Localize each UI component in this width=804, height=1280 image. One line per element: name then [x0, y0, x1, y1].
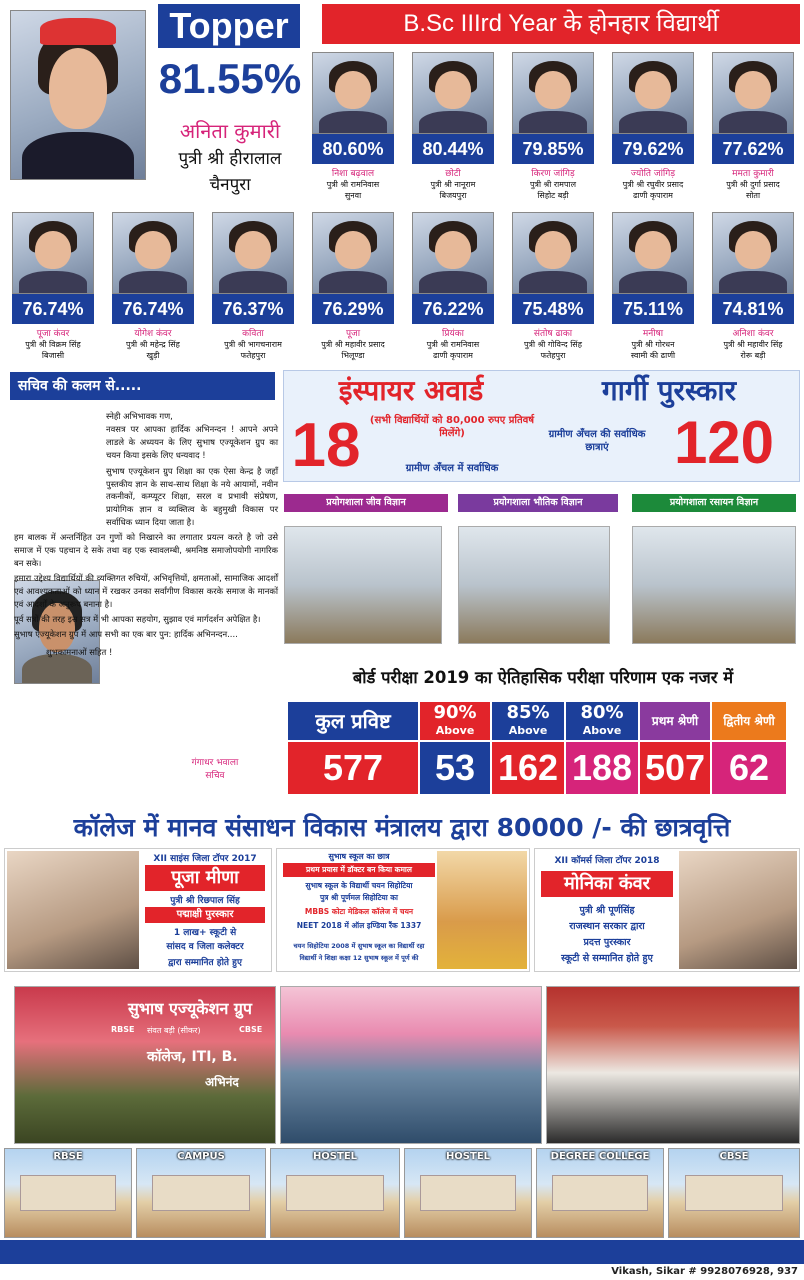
building-photo-degree-college	[536, 1148, 664, 1238]
building-label: HOSTEL	[312, 1151, 358, 1162]
building-photo-hostel	[270, 1148, 400, 1238]
student-card	[212, 212, 294, 361]
neet-line-7: चयन सिहोटिया 2008 में सुभाष स्कूल का विद्यार्थी रहा	[293, 942, 425, 950]
student-parent: पुत्री श्री रामनिवास	[426, 340, 480, 349]
student-name: पूजा	[345, 329, 361, 339]
topper-panel-commerce	[534, 848, 800, 972]
secretary-para: हम बालक में अन्तर्निहित उन गुणों को निखारने का लगातार प्रयत्न करते है जो उसे समाज में एक पहचान दे सके तथा वह एक स्वावलम्बी, श्रमनिष्ठ समाजोपयोगी नागरिक बन सके।	[14, 532, 278, 568]
result-label: 80%	[580, 702, 624, 723]
student-name: किरण जांगिड़	[531, 169, 575, 179]
secretary-para: हमारा उद्देश्य विद्यार्थियों की व्यक्तिगत रुचियों, अभिवृत्तियों, क्षमताओं, सामाजिक आदर्शों एवं आवश्यकताओं को ध्यान में रखकर उनका सर्वांगीण विकास करके समाज के मानकों एवं आदर्शों के अनुरूप बनाना है।	[14, 572, 278, 609]
student-percent: 76.22%	[412, 294, 494, 324]
result-label: 85%	[506, 702, 550, 723]
commerce-topper-award: प्रदत्त पुरस्कार	[583, 937, 631, 948]
award-ceremony-photo	[7, 851, 139, 969]
credit-line: Vikash, Sikar # 9928076928, 937	[611, 1266, 798, 1277]
student-place: सुनवा	[344, 191, 362, 200]
student-card	[512, 212, 594, 361]
student-parent: पुत्री श्री रामपाल	[529, 180, 577, 189]
neet-line-4: पुत्र श्री पूर्णमल सिहोटिया का	[319, 893, 398, 902]
student-name: छोटी	[445, 169, 461, 179]
student-percent: 75.11%	[612, 294, 694, 324]
building-photo-cbse	[668, 1148, 800, 1238]
student-card	[612, 52, 694, 201]
neet-line-2: प्रथम प्रयास में डॉक्टर बन किया कमाल	[283, 863, 435, 877]
result-sub: Above	[582, 724, 622, 737]
graduation-group-photo	[546, 986, 800, 1144]
student-photo	[612, 52, 694, 134]
science-topper-by: सांसद व जिला कलेक्टर	[166, 942, 244, 952]
student-photo	[212, 212, 294, 294]
building-photo-rbse	[4, 1148, 132, 1238]
event-banner-text: सुभाष एज्यूकेशन ग्रुप	[127, 999, 253, 1018]
student-percent: 76.29%	[312, 294, 394, 324]
event-welcome-text: अभिनंद	[205, 1075, 239, 1089]
result-header-second-div	[712, 702, 786, 740]
student-place: स्वामी की ढाणी	[630, 351, 676, 360]
student-card	[412, 212, 494, 361]
student-card	[312, 52, 394, 201]
student-place: रोरू बड़ी	[740, 351, 766, 360]
student-percent: 76.74%	[112, 294, 194, 324]
result-value-second-div: 62	[712, 742, 786, 794]
secretary-name: गंगाधर भवाला	[191, 758, 239, 768]
secretary-title: सचिव की कलम से.....	[10, 372, 275, 400]
header-title: B.Sc IIIrd Year के होनहार विद्यार्थी	[322, 4, 800, 44]
student-name: संतोष ढाका	[533, 329, 573, 339]
student-parent: पुत्री श्री गोरधन	[631, 340, 675, 349]
secretary-signature	[160, 757, 270, 783]
science-topper-title: XII साइंस जिला टॉपर 2017	[153, 854, 257, 864]
student-place: फतेहपुरा	[540, 351, 566, 360]
student-photo	[112, 212, 194, 294]
student-name: पूजा कंवर	[36, 329, 70, 339]
secretary-para: सुभाष एज्यूकेशन ग्रुप शिक्षा का एक ऐसा केन्द्र है जहाँ पुस्तकीय ज्ञान के साथ-साथ शिक्षा के नये आयामों, नवीन तकनीकों, कम्प्यूटर शिक्षा, सरल व प्रभावी संप्रेषण, प्रायोगिक ज्ञान व व्यक्तित्व के बहुमुखी विकास पर सर्वाधिक ध्यान दिया जाता है।	[106, 465, 278, 528]
commerce-topper-name: मोनिका कंवर	[541, 871, 673, 897]
commerce-topper-title: XII कॉमर्स जिला टॉपर 2018	[554, 856, 660, 866]
student-percent: 76.37%	[212, 294, 294, 324]
neet-student-photo	[437, 851, 527, 969]
student-photo	[512, 212, 594, 294]
building-photo-hostel-2	[404, 1148, 532, 1238]
gargi-award-count: 120	[673, 409, 775, 476]
student-place: सिहोट बड़ी	[537, 191, 569, 200]
science-topper-parent: पुत्री श्री रिछपाल सिंह	[170, 896, 240, 906]
neet-line-5: MBBS कोटा मेडिकल कॉलेज में चयन	[304, 907, 414, 916]
building-photo-campus	[136, 1148, 266, 1238]
result-value-85: 162	[492, 742, 564, 794]
student-photo	[412, 52, 494, 134]
topper-badge: Topper	[158, 4, 300, 48]
student-place: ढाणी कृपाराम	[433, 351, 473, 360]
building-label: CBSE	[719, 1151, 749, 1162]
topper-panel-neet	[276, 848, 530, 972]
student-place: भिलूण्डा	[341, 351, 365, 360]
building-label: DEGREE COLLEGE	[550, 1151, 650, 1162]
student-place: सोता	[745, 191, 761, 200]
secretary-role: सचिव	[205, 771, 225, 781]
student-percent: 79.62%	[612, 134, 694, 164]
event-sub-text: संवत बड़ी (सीकर)	[147, 1026, 201, 1035]
inspire-award-desc: (सभी विद्यार्थियों को 80,000 रुपए प्रतिवर्ष मिलेंगे)	[369, 415, 535, 439]
student-photo	[512, 52, 594, 134]
result-header-80	[566, 702, 638, 740]
student-card	[712, 212, 794, 361]
topper-percent: 81.55%	[158, 55, 302, 102]
student-name: मनीषा	[642, 329, 664, 339]
secretary-para: पूर्व सत्रों की तरह इस सत्र में भी आपका सहयोग, सुझाव एवं मार्गदर्शन अपेक्षित है।	[14, 613, 261, 624]
student-place: बिजासी	[41, 351, 65, 360]
topper-parent: पुत्री श्री हीरालाल	[178, 149, 282, 169]
lab-photo-chemistry	[632, 526, 796, 644]
building-label: HOSTEL	[445, 1151, 491, 1162]
student-parent: पुत्री श्री महावीर सिंह	[723, 340, 783, 349]
student-parent: पुत्री श्री रघुवीर प्रसाद	[622, 180, 684, 189]
ncc-parade-photo	[14, 986, 276, 1144]
science-topper-ending: द्वारा सम्मानित होते हुए	[168, 958, 242, 968]
neet-line-3: सुभाष स्कूल के विद्यार्थी चयन सिहोटिया	[305, 881, 413, 890]
student-percent: 80.60%	[312, 134, 394, 164]
secretary-message	[14, 410, 278, 659]
event-rbse-text: RBSE	[111, 1025, 135, 1034]
result-sub: Above	[435, 724, 475, 737]
building-label: CAMPUS	[177, 1151, 225, 1162]
science-topper-name: पूजा मीणा	[145, 865, 265, 891]
student-percent: 74.81%	[712, 294, 794, 324]
student-place: ढाणी कृपाराम	[633, 191, 673, 200]
student-card	[412, 52, 494, 201]
result-label: प्रथम श्रेणी	[651, 714, 699, 728]
footer-band	[0, 1240, 804, 1264]
lab-photo-biology	[284, 526, 442, 644]
student-card	[612, 212, 694, 361]
student-parent: पुत्री श्री रामनिवास	[326, 180, 380, 189]
student-name: कविता	[242, 329, 264, 339]
secretary-para: नवसत्र पर आपका हार्दिक अभिनन्दन ! आपने अपने लाडले के अध्ययन के लिए सुभाष एज्यूकेशन ग्रुप का चयन किया इसके लिए धन्यवाद !	[106, 423, 278, 460]
commerce-topper-by: राजस्थान सरकार द्वारा	[569, 921, 645, 932]
student-parent: पुत्री श्री विक्रम सिंह	[25, 340, 81, 349]
result-sub: Above	[508, 724, 548, 737]
student-name: ममता कुमारी	[732, 169, 774, 179]
lab-photo-physics	[458, 526, 610, 644]
student-name: प्रियंका	[442, 329, 464, 339]
inspire-award-title: इंस्पायर अवार्ड	[338, 374, 484, 407]
result-value-total: 577	[288, 742, 418, 794]
student-place: फतेहपुरा	[240, 351, 266, 360]
gargi-award-title: गार्गी पुरस्कार	[601, 374, 737, 407]
student-percent: 76.74%	[12, 294, 94, 324]
result-value-first-div: 507	[640, 742, 710, 794]
commerce-topper-ending: स्कूटी से सम्मानित होते हुए	[561, 953, 653, 964]
lab-label-chemistry: प्रयोगशाला रसायन विज्ञान	[632, 494, 796, 512]
inspire-award-count: 18	[291, 411, 361, 480]
student-place: खुड़ी	[146, 351, 160, 360]
topper-name: अनिता कुमारी	[179, 119, 281, 143]
science-topper-prize: 1 लाख+ स्कूटी से	[173, 928, 237, 938]
result-value-90: 53	[420, 742, 490, 794]
neet-line-1: सुभाष स्कूल का छात्र	[328, 852, 390, 861]
student-parent: पुत्री श्री महावीर प्रसाद	[321, 340, 385, 349]
gargi-award-desc: ग्रामीण अँचल की सर्वाधिक छात्राएं	[548, 429, 646, 453]
secretary-para: स्नेही अभिभावक गण,	[106, 411, 173, 421]
neet-line-6: NEET 2018 में ऑल इण्डिया रैंक 1337	[296, 921, 422, 930]
student-parent: पुत्री श्री दुर्गा प्रसाद	[726, 180, 780, 189]
student-parent: पुत्री श्री भागचनाराम	[224, 340, 282, 349]
result-header-90	[420, 702, 490, 740]
commerce-topper-parent: पुत्री श्री पूर्णसिंह	[579, 905, 635, 916]
topper-panel-science	[4, 848, 272, 972]
student-name: अनिशा कंवर	[732, 329, 774, 339]
student-name: ज्योति जांगिड़	[630, 169, 676, 179]
result-label: 90%	[433, 702, 477, 723]
student-photo	[312, 212, 394, 294]
student-percent: 79.85%	[512, 134, 594, 164]
topper-place: चैनपुरा	[209, 175, 251, 195]
student-photo	[12, 212, 94, 294]
results-title: बोर्ड परीक्षा 2019 का ऐतिहासिक परीक्षा परिणाम एक नजर में	[352, 668, 734, 687]
result-label: द्वितीय श्रेणी	[723, 714, 775, 728]
topper-photo	[10, 10, 146, 180]
student-card	[312, 212, 394, 361]
student-photo	[712, 52, 794, 134]
assembly-event-photo	[280, 986, 542, 1144]
student-parent: पुत्री श्री नानूराम	[430, 180, 476, 189]
result-value-80: 188	[566, 742, 638, 794]
student-card	[712, 52, 794, 201]
event-cbse-text: CBSE	[239, 1025, 263, 1034]
student-photo	[412, 212, 494, 294]
secretary-para: शुभकामनाओं सहित !	[46, 647, 113, 658]
student-name: योगेश कंवर	[134, 329, 172, 339]
student-percent: 77.62%	[712, 134, 794, 164]
building-label: RBSE	[53, 1151, 83, 1162]
scooty-award-photo	[679, 851, 797, 969]
secretary-para: सुभाष एज्यूकेशन ग्रुप में आप सभी का एक बार पुन: हार्दिक अभिनन्दन....	[14, 628, 238, 639]
student-percent: 75.48%	[512, 294, 594, 324]
student-card	[12, 212, 94, 361]
scholarship-banner: कॉलेज में मानव संसाधन विकास मंत्रालय द्वारा 80000 /- की छात्रवृत्ति	[73, 813, 731, 842]
result-header-85	[492, 702, 564, 740]
event-campus-text: कॉलेज, ITI, B.	[147, 1049, 238, 1065]
result-header-first-div	[640, 702, 710, 740]
student-card	[512, 52, 594, 201]
student-parent: पुत्री श्री महेन्द्र सिंह	[126, 340, 180, 349]
result-header-total	[288, 702, 418, 740]
student-place: बिजयपुरा	[439, 191, 467, 200]
inspire-award-note: ग्रामीण अँचल में सर्वाधिक	[405, 463, 499, 474]
student-photo	[712, 212, 794, 294]
science-topper-award: पद्माक्षी पुरस्कार	[145, 907, 265, 923]
lab-label-biology: प्रयोगशाला जीव विज्ञान	[284, 494, 448, 512]
student-parent: पुत्री श्री गोविन्द सिंह	[524, 340, 582, 349]
lab-label-physics: प्रयोगशाला भौतिक विज्ञान	[458, 494, 618, 512]
student-percent: 80.44%	[412, 134, 494, 164]
student-photo	[612, 212, 694, 294]
student-card	[112, 212, 194, 361]
neet-line-8: विद्यार्थी ने शिक्षा कक्षा 12 सुभाष स्कूल में पूर्ण की	[299, 954, 419, 962]
student-name: निशा बढ़वाल	[331, 169, 375, 179]
result-label: कुल प्रविष्ट	[315, 709, 391, 733]
student-photo	[312, 52, 394, 134]
